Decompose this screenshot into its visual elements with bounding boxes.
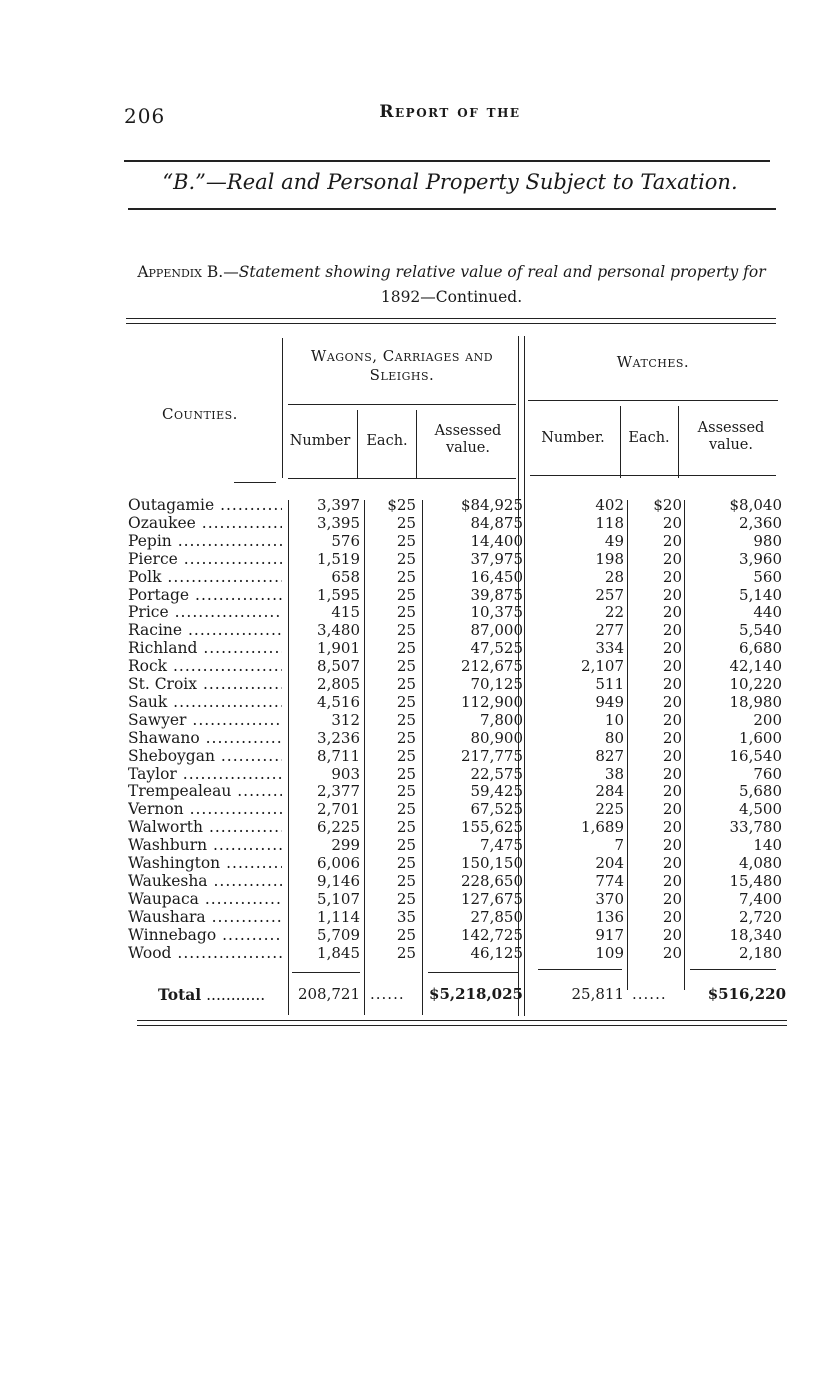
appendix-lead: Appendix B.	[137, 263, 224, 281]
cell-w-value: 150,150	[460, 854, 523, 872]
cell-t-number: 109	[595, 943, 624, 962]
table-row-county: Sawyer .....	[128, 711, 282, 729]
cell-w-each: 25	[396, 818, 416, 837]
total-rule-w-number	[292, 972, 360, 973]
cell-w-each: 25	[396, 728, 416, 747]
cell-t-value: 2,720	[739, 907, 782, 926]
table-row-county: Waushara .....	[128, 908, 282, 926]
table-row-county: Pepin .....	[128, 532, 282, 550]
table-top-rule-1	[126, 318, 776, 319]
cell-w-number: 1,901	[317, 639, 360, 658]
cell-t-value: 4,500	[739, 800, 782, 819]
table-row-county: Racine .....	[128, 621, 282, 639]
cell-t-number: 28	[604, 567, 624, 586]
total-rule-t-number	[538, 969, 622, 970]
col-divider-counties	[282, 338, 283, 478]
header-bottom-rule-wagons	[288, 478, 516, 479]
cell-w-value: 46,125	[470, 943, 523, 962]
cell-w-number: 1,845	[317, 943, 360, 962]
cell-w-each: 25	[396, 943, 416, 962]
cell-w-each: 25	[396, 764, 416, 783]
cell-t-each: $20	[653, 496, 682, 514]
header-bottom-rule-counties	[234, 482, 276, 483]
cell-t-each: 20	[662, 746, 682, 765]
appendix-tail: —Continued.	[420, 288, 523, 306]
cell-t-value: 2,360	[739, 513, 782, 532]
cell-t-value: 1,600	[739, 728, 782, 747]
cell-t-value: 2,180	[739, 943, 782, 962]
col-divider-w-each	[416, 410, 417, 478]
appendix-dash: —	[223, 263, 239, 281]
cell-t-value: 980	[753, 531, 782, 550]
cell-t-each: 20	[662, 782, 682, 801]
cell-t-value: 140	[753, 836, 782, 855]
table-row-county: Richland .....	[128, 639, 282, 657]
total-label: Total .....	[158, 985, 284, 1004]
table-row-county: Waukesha .....	[128, 872, 282, 890]
cell-w-value: 37,975	[470, 549, 523, 568]
cell-w-value: 27,850	[470, 907, 523, 926]
cell-t-number: 80	[604, 728, 624, 747]
cell-w-value: 87,000	[470, 621, 523, 640]
cell-w-number: 8,711	[317, 746, 360, 765]
top-rule	[124, 160, 770, 162]
cell-w-number: 299	[331, 836, 360, 855]
cell-w-value: 84,875	[470, 513, 523, 532]
cell-w-value: 155,625	[460, 818, 523, 837]
cell-t-number: 284	[595, 782, 624, 801]
cell-t-value: $8,040	[729, 496, 782, 514]
cell-w-value: 127,675	[460, 889, 523, 908]
cell-t-value: 16,540	[729, 746, 782, 765]
cell-t-number: 402	[595, 496, 624, 514]
running-head: Report of the	[379, 102, 521, 122]
w-number-header: Number	[289, 433, 351, 449]
cell-w-number: 4,516	[317, 692, 360, 711]
group-rule-watches	[528, 400, 778, 401]
table-row-county: Vernon .....	[128, 800, 282, 818]
cell-t-each: 20	[662, 818, 682, 837]
header-bottom-rule-watches	[530, 475, 776, 476]
table-row-county: Sauk .....	[128, 693, 282, 711]
cell-t-each: 20	[662, 675, 682, 693]
cell-w-number: 3,236	[317, 728, 360, 747]
cell-w-each: 25	[396, 531, 416, 550]
cell-t-each: 20	[662, 854, 682, 872]
total-t-number: 25,811	[571, 985, 624, 1003]
cell-t-number: 827	[595, 746, 624, 765]
cell-w-each: 25	[396, 692, 416, 711]
cell-t-each: 20	[662, 657, 682, 676]
cell-w-value: 22,575	[470, 764, 523, 783]
table-row-county: Winnebago .....	[128, 926, 282, 944]
table-row-county: Shawano .....	[128, 729, 282, 747]
cell-t-value: 5,680	[739, 782, 782, 801]
cell-w-number: 9,146	[317, 871, 360, 890]
table-row-county: Washington .....	[128, 854, 282, 872]
cell-w-number: 6,006	[317, 854, 360, 872]
cell-t-number: 38	[604, 764, 624, 783]
cell-t-each: 20	[662, 513, 682, 532]
cell-w-value: 16,450	[470, 567, 523, 586]
total-t-value: $516,220	[707, 985, 786, 1003]
cell-w-number: 1,519	[317, 549, 360, 568]
cell-w-number: 415	[331, 603, 360, 622]
wagons-header: Wagons, Carriages and Sleighs.	[310, 347, 494, 384]
cell-w-number: 2,805	[317, 675, 360, 693]
table-row-county: Taylor .....	[128, 765, 282, 783]
cell-t-each: 20	[662, 567, 682, 586]
table-row-county: Washburn .....	[128, 836, 282, 854]
table-row-county: Sheboygan .....	[128, 747, 282, 765]
cell-w-number: 1,595	[317, 585, 360, 604]
cell-w-each: 25	[396, 567, 416, 586]
cell-w-value: 10,375	[470, 603, 523, 622]
cell-w-each: 25	[396, 621, 416, 640]
cell-w-value: 59,425	[470, 782, 523, 801]
cell-t-each: 20	[662, 585, 682, 604]
body-line-3	[422, 500, 423, 1015]
cell-w-each: 25	[396, 513, 416, 532]
t-number-header: Number.	[541, 430, 605, 446]
cell-w-each: 25	[396, 925, 416, 944]
cell-w-each: 25	[396, 549, 416, 568]
table-row-county: Wood .....	[128, 944, 282, 962]
cell-t-number: 917	[595, 925, 624, 944]
w-each-header: Each.	[366, 433, 408, 449]
cell-w-number: 5,709	[317, 925, 360, 944]
cell-t-number: 511	[595, 675, 624, 693]
body-line-4	[627, 500, 628, 990]
cell-w-value: 67,525	[470, 800, 523, 819]
total-w-each: ......	[370, 985, 405, 1003]
total-t-each: ......	[632, 985, 667, 1003]
cell-w-value: 47,525	[470, 639, 523, 658]
cell-t-each: 20	[662, 531, 682, 550]
cell-w-each: 25	[396, 800, 416, 819]
cell-t-each: 20	[662, 692, 682, 711]
appendix-caption	[124, 260, 779, 310]
group-rule-wagons	[288, 404, 516, 405]
cell-t-each: 20	[662, 871, 682, 890]
cell-t-each: 20	[662, 603, 682, 622]
cell-t-number: 204	[595, 854, 624, 872]
cell-t-value: 3,960	[739, 549, 782, 568]
section-rule	[128, 208, 776, 210]
cell-t-number: 277	[595, 621, 624, 640]
cell-w-number: 658	[331, 567, 360, 586]
cell-t-value: 560	[753, 567, 782, 586]
table-row-county: St. Croix .....	[128, 675, 282, 693]
table-row-county: Price .....	[128, 603, 282, 621]
cell-w-each: 25	[396, 710, 416, 729]
cell-w-number: 3,395	[317, 513, 360, 532]
cell-w-number: 312	[331, 710, 360, 729]
cell-w-value: 70,125	[470, 675, 523, 693]
watches-header: Watches.	[616, 353, 690, 371]
table-row-county: Outagamie .....	[128, 496, 282, 514]
total-rule-t-value	[690, 969, 776, 970]
cell-t-each: 20	[662, 925, 682, 944]
cell-w-value: 228,650	[460, 871, 523, 890]
col-divider-t-each	[678, 406, 679, 478]
cell-w-each: 25	[396, 585, 416, 604]
counties-header: Counties.	[162, 405, 238, 423]
cell-t-number: 118	[595, 513, 624, 532]
cell-w-each: 25	[396, 836, 416, 855]
total-w-value: $5,218,025	[429, 985, 523, 1003]
table-top-rule-2	[126, 323, 776, 324]
cell-t-number: 136	[595, 907, 624, 926]
appendix-year: 1892	[380, 288, 421, 306]
table-row-county: Rock .....	[128, 657, 282, 675]
cell-t-each: 20	[662, 710, 682, 729]
cell-w-value: 39,875	[470, 585, 523, 604]
cell-t-each: 20	[662, 889, 682, 908]
cell-t-value: 4,080	[739, 854, 782, 872]
cell-t-value: 42,140	[729, 657, 782, 676]
cell-t-value: 18,340	[729, 925, 782, 944]
cell-t-value: 33,780	[729, 818, 782, 837]
cell-t-number: 774	[595, 871, 624, 890]
body-line-5	[684, 500, 685, 990]
table-bottom-rule-1	[137, 1020, 787, 1021]
cell-t-value: 6,680	[739, 639, 782, 658]
cell-t-each: 20	[662, 549, 682, 568]
cell-t-number: 7	[614, 836, 624, 855]
cell-w-value: 80,900	[470, 728, 523, 747]
cell-t-value: 440	[753, 603, 782, 622]
w-value-header: Assessed value.	[434, 423, 502, 456]
cell-w-number: 3,397	[317, 496, 360, 514]
cell-t-number: 257	[595, 585, 624, 604]
cell-w-value: $84,925	[460, 496, 523, 514]
cell-t-each: 20	[662, 800, 682, 819]
cell-t-each: 20	[662, 728, 682, 747]
cell-w-number: 3,480	[317, 621, 360, 640]
cell-t-each: 20	[662, 836, 682, 855]
cell-w-value: 14,400	[470, 531, 523, 550]
cell-w-number: 903	[331, 764, 360, 783]
cell-t-number: 198	[595, 549, 624, 568]
total-rule-w-value	[428, 972, 518, 973]
cell-w-number: 1,114	[317, 907, 360, 926]
table-row-county: Ozaukee .....	[128, 514, 282, 532]
cell-w-value: 217,775	[460, 746, 523, 765]
cell-w-value: 112,900	[460, 692, 523, 711]
cell-t-value: 760	[753, 764, 782, 783]
table-row-county: Polk .....	[128, 568, 282, 586]
cell-w-value: 142,725	[460, 925, 523, 944]
table-row-county: Waupaca .....	[128, 890, 282, 908]
total-w-number: 208,721	[297, 985, 360, 1003]
cell-t-number: 49	[604, 531, 624, 550]
section-title: “B.”—Real and Personal Property Subject to Taxation.	[162, 170, 738, 194]
cell-w-value: 7,475	[480, 836, 523, 855]
table-row-county: Pierce .....	[128, 550, 282, 568]
cell-w-each: 25	[396, 639, 416, 658]
cell-t-each: 20	[662, 943, 682, 962]
col-divider-wagons-right-2	[524, 336, 525, 1016]
table-row-county: Trempealeau .....	[128, 782, 282, 800]
cell-w-value: 212,675	[460, 657, 523, 676]
cell-t-number: 949	[595, 692, 624, 711]
cell-w-each: 25	[396, 854, 416, 872]
cell-t-each: 20	[662, 621, 682, 640]
cell-t-value: 15,480	[729, 871, 782, 890]
cell-w-each: 25	[396, 746, 416, 765]
cell-t-value: 18,980	[729, 692, 782, 711]
cell-w-number: 5,107	[317, 889, 360, 908]
cell-w-number: 2,377	[317, 782, 360, 801]
cell-t-number: 2,107	[581, 657, 624, 676]
table-row-county: Walworth .....	[128, 818, 282, 836]
cell-w-number: 6,225	[317, 818, 360, 837]
table-bottom-rule-2	[137, 1025, 787, 1026]
cell-w-number: 576	[331, 531, 360, 550]
cell-t-number: 225	[595, 800, 624, 819]
cell-t-number: 334	[595, 639, 624, 658]
cell-w-each: $25	[387, 496, 416, 514]
appendix-statement: Statement showing relative value of real and personal property for	[238, 263, 766, 281]
cell-t-value: 5,140	[739, 585, 782, 604]
cell-t-each: 20	[662, 639, 682, 658]
cell-t-each: 20	[662, 764, 682, 783]
cell-t-number: 22	[604, 603, 624, 622]
cell-w-each: 25	[396, 782, 416, 801]
cell-t-each: 20	[662, 907, 682, 926]
t-value-header: Assessed value.	[697, 420, 765, 453]
cell-t-value: 7,400	[739, 889, 782, 908]
cell-w-each: 25	[396, 889, 416, 908]
cell-t-value: 5,540	[739, 621, 782, 640]
cell-w-each: 25	[396, 657, 416, 676]
cell-t-value: 10,220	[729, 675, 782, 693]
cell-t-number: 370	[595, 889, 624, 908]
cell-w-each: 35	[396, 907, 416, 926]
cell-t-value: 200	[753, 710, 782, 729]
cell-w-each: 25	[396, 603, 416, 622]
cell-w-number: 8,507	[317, 657, 360, 676]
table-row-county: Portage .....	[128, 586, 282, 604]
cell-t-number: 10	[604, 710, 624, 729]
cell-t-number: 1,689	[581, 818, 624, 837]
cell-w-each: 25	[396, 675, 416, 693]
cell-w-each: 25	[396, 871, 416, 890]
cell-w-number: 2,701	[317, 800, 360, 819]
cell-w-value: 7,800	[480, 710, 523, 729]
page-number: 206	[124, 104, 166, 128]
t-each-header: Each.	[628, 430, 670, 446]
